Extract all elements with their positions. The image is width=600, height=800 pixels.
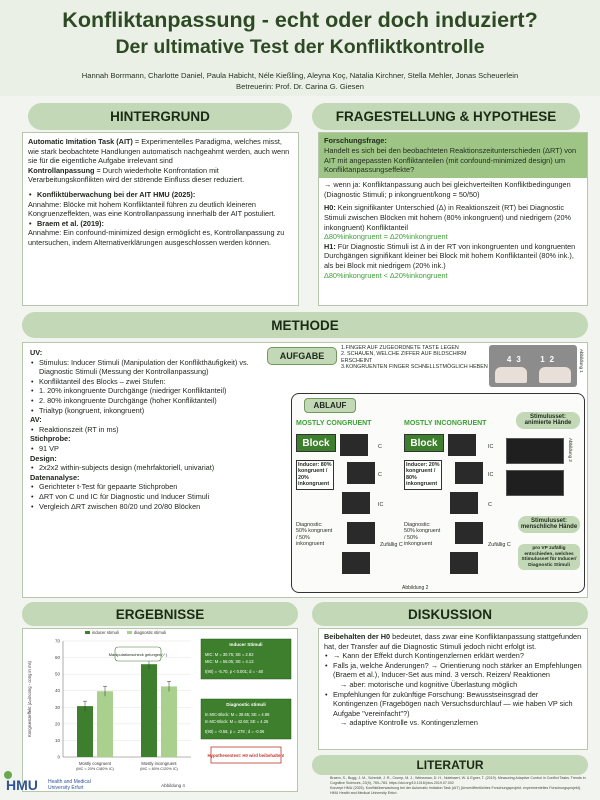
h0-label: H0: bbox=[324, 203, 336, 213]
poster-title: Konfliktanpassung - echt oder doch induziert? bbox=[62, 8, 538, 32]
question-arrow: → wenn ja: Konfliktanpassung auch bei gleichverteilten Konfliktbedingungen (Diagnostic Stimuli; p inkongruent/kong = 50/50) bbox=[324, 180, 571, 199]
ergebnisse-box bbox=[22, 628, 298, 792]
supervisor: Betreuerin: Prof. Dr. Carina G. Giesen bbox=[236, 82, 364, 91]
poster-header bbox=[0, 0, 600, 96]
author-list bbox=[0, 70, 600, 92]
uv-item: • 1. 20% inkongruente Durchgänge (niedriger Konfliktanteil) bbox=[30, 386, 278, 396]
trial-screen bbox=[450, 552, 478, 574]
study2-text: Annahme: Ein confound-minimized design ermöglicht es, Kontrollanpassung zu untersuchen, indem Alternativerklärungen ausgeschlossen werden können. bbox=[28, 228, 285, 247]
poster-subtitle: Der ultimative Test der Konfliktkontrolle bbox=[115, 36, 485, 58]
ablauf-badge: ABLAUF bbox=[304, 398, 356, 413]
design-item: • 2x2x2 within-subjects design (mehrfaktoriell, univariat) bbox=[30, 463, 278, 473]
mostly-incongruent-label: MOSTLY INCONGRUENT bbox=[404, 420, 487, 427]
y-axis-label: Kongruenzeffekt (Δ=incong - cong in ms) bbox=[27, 661, 32, 737]
aufgabe-step: 1.FINGER AUF ZUGEORDNETE TASTE LEGEN bbox=[341, 345, 459, 351]
inducer-stats-title: Inducer Stimuli bbox=[229, 642, 263, 647]
hmu-logo bbox=[4, 771, 114, 797]
mc-trial-sequence bbox=[340, 434, 380, 584]
aufgabe-steps bbox=[341, 345, 491, 371]
research-question bbox=[319, 133, 587, 178]
design-heading: Design: bbox=[30, 453, 57, 463]
key-label: 4 bbox=[506, 355, 517, 364]
trial-screen bbox=[455, 462, 483, 484]
logo-text: HMU bbox=[6, 777, 38, 793]
literature-list bbox=[330, 776, 588, 796]
block-label-mi: Block bbox=[404, 434, 444, 452]
trial-screen bbox=[340, 434, 368, 456]
ait-text: = Experimentelles Paradigma, welches misst, wie stark beobachtete Handlungen automatisch nachgeahmt werden, auch wenn sie für die eigentliche Aufgabe irrelevant sind bbox=[28, 137, 290, 166]
study2-title: • Braem et al. (2019): bbox=[28, 219, 293, 229]
aufgabe-badge: AUFGABE bbox=[267, 347, 337, 365]
authors: Hannah Borrmann, Charlotte Daniel, Paula Habicht, Néle Kießling, Aleyna Koç, Natalia Kirchner, Stella Mehler, Jonas Scheuerlein bbox=[81, 71, 519, 80]
analysis-item: • ΔRT von C und IC für Diagnostic und Inducer Stimuli bbox=[30, 492, 278, 502]
av-heading: AV: bbox=[30, 415, 42, 425]
h1-formula: Δ80%inkongruent < Δ20%inkongruent bbox=[324, 270, 448, 280]
section-hintergrund: HINTERGRUND bbox=[28, 103, 292, 130]
trial-screen bbox=[342, 492, 370, 514]
h1-label: H1: bbox=[324, 241, 336, 251]
inducer-mc: Inducer: 80% kongruent / 20% inkongruent bbox=[296, 460, 334, 490]
stichprobe-heading: Stichprobe: bbox=[30, 434, 71, 444]
uv-item: • Konfliktanteil des Blocks – zwei Stufen: bbox=[30, 377, 278, 387]
discussion-point: • → Kann der Effekt durch Kontingenzlernen erklärt werden? bbox=[324, 651, 582, 661]
y-tick-label: 70 bbox=[54, 638, 60, 644]
inducer-stats-stat: t(90) = -5.70, p < 0.001; d = -.60 bbox=[205, 669, 264, 674]
trial-screen bbox=[347, 462, 375, 484]
diagnostic-stats-stat: In MC-Block: M = 42.60; SE = 4.26 bbox=[205, 719, 269, 724]
y-tick-label: 10 bbox=[54, 737, 60, 743]
human-hands-screen bbox=[506, 470, 564, 496]
analysis-item: • Vergleich ΔRT zwischen 80/20 und 20/80 Blöcken bbox=[30, 502, 278, 512]
discussion-note: → adaptive Kontrolle vs. Kontingenzlernen bbox=[340, 718, 478, 728]
figure-caption-3: Abbildung 3 bbox=[568, 438, 573, 462]
section-fragestellung: FRAGESTELLUNG & HYPOTHESE bbox=[312, 103, 580, 130]
discussion-point: • Empfehlungen für zukünftige Forschung: Bewusstseinsgrad der Kontingenzen (Fragebögen nach Versuchsdurchlauf — wie haben VP sich Aufgabe "vereinfacht"?) bbox=[324, 690, 582, 719]
legend-swatch bbox=[85, 631, 90, 634]
x-tick-label: (MC = 20% C/80% IC) bbox=[76, 767, 114, 771]
mi-trial-sequence bbox=[448, 434, 488, 584]
y-tick-label: 30 bbox=[54, 704, 60, 710]
diskussion-box bbox=[318, 628, 588, 750]
fragestellung-box bbox=[318, 132, 588, 306]
h0-text: Kein signifikanter Unterschied (Δ) in Reaktionszeit (RT) bei Diagnostic Stimuli zwischen Blöcken mit hohem (80% inkongruent) und niedrigem (20% inkongruent) Konfliktanteil bbox=[324, 203, 571, 232]
h0-lead: Beibehalten der H0 bbox=[324, 632, 391, 641]
pro-vp-note: pro VP zufällig entschieden, welches Stimulusset für Inducer/ Diagnostic Stimuli bbox=[518, 544, 580, 570]
keyboard-keys bbox=[489, 355, 577, 364]
figure-caption-1: Abbildung 1 bbox=[579, 349, 584, 373]
trial-type-ic: IC bbox=[488, 444, 494, 450]
uv-item: • Trialtyp (kongruent, inkongruent) bbox=[30, 406, 278, 416]
uv-item: • 2. 80% inkongruente Durchgänge (hoher Konfliktanteil) bbox=[30, 396, 278, 406]
diagnostic-stats-stat: t(90) = -0.58, p = .278 ; d = -0.06 bbox=[205, 729, 265, 734]
inducer-stats-stat: MIC: M = 30.75; SE = 2.82 bbox=[205, 652, 254, 657]
y-tick-label: 0 bbox=[57, 754, 60, 760]
y-tick-label: 60 bbox=[54, 655, 60, 661]
block-label-mc: Block bbox=[296, 434, 336, 452]
section-ergebnisse: ERGEBNISSE bbox=[22, 602, 298, 626]
section-diskussion: DISKUSSION bbox=[312, 602, 588, 626]
trial-type-ic: IC bbox=[378, 502, 384, 508]
diagnostic-mi: Diagnostic: 50% kongruent / 50% inkongruent bbox=[404, 522, 441, 548]
y-tick-label: 50 bbox=[54, 671, 60, 677]
bar-chart bbox=[23, 629, 299, 793]
trial-screen bbox=[448, 434, 476, 456]
animated-hands-screen bbox=[506, 438, 564, 464]
right-hand-icon bbox=[539, 367, 571, 383]
trial-type-c: C bbox=[378, 444, 382, 450]
stichprobe-item: • 91 VP bbox=[30, 444, 278, 454]
section-literatur: LITERATUR bbox=[312, 755, 588, 775]
trial-screen bbox=[342, 552, 370, 574]
h1-text: Für Diagnostic Stimuli ist Δ in der RT von inkongruenten und kongruenten Durchgängen signifikant kleiner bei Block mit hohem Konfliktanteil (80% ink.), als bei Block mit niedrigem (20% ink.) bbox=[324, 241, 576, 270]
uv-heading: UV: bbox=[30, 348, 43, 357]
reference: Konzept HMU (2025). Konfliktüberwachung bei der Automatic Imitation Task (AIT) [Unveröffentlichtes Forschungsprojekt, experimentelles Forschungsprojekt]. HMU Health and Medical University Erfurt. bbox=[330, 786, 581, 795]
key-label: 3 bbox=[516, 355, 526, 364]
methode-box bbox=[22, 342, 588, 598]
key-label: 2 bbox=[549, 355, 560, 364]
bar bbox=[141, 664, 157, 757]
discussion-note: → aber: motorische und kognitive Überlastung möglich bbox=[340, 679, 518, 689]
trial-type-c: C bbox=[378, 472, 382, 478]
h0-formula: Δ80%inkongruent = Δ20%inkongruent bbox=[324, 232, 448, 242]
random-c-label: Zufällig C bbox=[488, 542, 511, 548]
random-c-label: Zufällig C bbox=[380, 542, 403, 548]
ablauf-panel bbox=[291, 393, 585, 593]
reference: Braem, S., Bugg, J. M., Schmidt, J. R., Crump, M. J., Weissman, D. H., Notebaert, W. & Egner, T. (2019). Measuring Adaptive Control in Conflict Tasks. Trends in Cognitive Sciences, 23(9), 769–783. https://doi.org/10.1016/j.tics.2019.07.002 bbox=[330, 776, 586, 785]
aufgabe-step: 3.KONGRUENTEN FINGER SCHNELLSTMÖGLICH HEBEN bbox=[341, 364, 488, 371]
av-item: • Reaktionszeit (RT in ms) bbox=[30, 425, 278, 435]
inducer-stats-stat: MIC: M = 56.05; SE = 4.13 bbox=[205, 659, 254, 664]
trial-screen bbox=[450, 492, 478, 514]
menschliche-haende: Stimulusset: menschliche Hände bbox=[518, 516, 580, 533]
trial-type-ic: IC bbox=[488, 472, 494, 478]
discussion-point: • Falls ja, welche Änderungen? → Orientierung noch stärker an Empfehlungen (Braem et al.), Inducer-Set aus mind. 3 versch. Reizen/ Reaktionen bbox=[324, 661, 582, 680]
logo-subtitle: Health and Medical University Erfurt bbox=[48, 779, 91, 791]
figure-caption-4: Abbildung 4 bbox=[161, 783, 185, 788]
question-text: Handelt es sich bei den beobachteten Reaktionszeitunterschieden (ΔRT) von AIT mit angepassten Konfliktanteilen (mit confound-minimized design) um Konfliktanpassungseffekte? bbox=[324, 145, 577, 175]
ait-term: Automatic Imitation Task (AIT) bbox=[28, 137, 133, 146]
keyboard-image bbox=[489, 345, 577, 387]
inducer-mi: Inducer: 20% kongruent / 80% inkongruent bbox=[404, 460, 442, 490]
ka-text: = Durch wiederholte Konfrontation mit Verarbeitungskonflikten wird der störende Einfluss dieser reduziert. bbox=[28, 165, 245, 185]
trial-screen bbox=[455, 522, 483, 544]
x-tick-label: (MC = 80% C/20% IC) bbox=[140, 767, 178, 771]
datenanalyse-heading: Datenanalyse: bbox=[30, 472, 80, 482]
key-label: 1 bbox=[540, 355, 550, 364]
annotation-text: Manipulationscheck gelungen(✓) bbox=[108, 652, 168, 657]
y-tick-label: 20 bbox=[54, 721, 60, 727]
diagnostic-stats-title: Diagnostic stimuli bbox=[226, 702, 266, 707]
analysis-item: • Gerichteter t-Test für gepaarte Stichproben bbox=[30, 482, 278, 492]
bar bbox=[97, 691, 113, 757]
x-tick-label: Mostly incongruent bbox=[141, 761, 177, 766]
hintergrund-box bbox=[22, 132, 299, 306]
bar bbox=[161, 686, 177, 757]
section-methode: METHODE bbox=[22, 312, 588, 338]
h0-discussion: bedeutet, dass zwar eine Konfliktanpassung stattgefunden hat, der Transfer auf die Diagnostic Stimuli jedoch nicht erfolgt ist. bbox=[324, 632, 582, 651]
study1-text: Annahme: Blöcke mit hohem Konfliktanteil führen zu deutlich kleineren Kongruenzeffekten, was eine Kontrollanpassung innerhalb der AIT postuliert. bbox=[28, 199, 276, 219]
legend-swatch bbox=[127, 631, 132, 634]
aufgabe-step: 2. SCHAUEN, WELCHE ZIFFER AUF BILDSCHIRM ERSCHEINT bbox=[341, 351, 467, 364]
uv-item: • Stimulus: Inducer Stimuli (Manipulation der Konflikthäufigkeit) vs. Diagnostic Stimuli (Messung der Kontrollanpassung) bbox=[30, 358, 278, 377]
mostly-congruent-label: MOSTLY CONGRUENT bbox=[296, 420, 372, 427]
diagnostic-stats-stat: In MIC-Block: M = 39.65; SE = 4.88 bbox=[205, 712, 270, 717]
x-tick-label: Mostly congruent bbox=[79, 761, 111, 766]
ka-term: Kontrollanpassung bbox=[28, 165, 95, 175]
study1-title: • Konfliktüberwachung bei der AIT HMU (2025): bbox=[28, 190, 293, 200]
bar bbox=[77, 706, 93, 757]
conclusion-text: Hypothesentest: H0 wird beibehalten! bbox=[207, 753, 285, 758]
y-tick-label: 40 bbox=[54, 688, 60, 694]
trial-screen bbox=[347, 522, 375, 544]
question-heading: Forschungsfrage: bbox=[324, 136, 387, 145]
animierte-haende: Stimulusset: animierte Hände bbox=[516, 412, 580, 429]
legend-label: diagnostic stimuli bbox=[134, 630, 166, 635]
left-hand-icon bbox=[495, 367, 527, 383]
legend-label: inducer stimuli bbox=[92, 630, 119, 635]
diagnostic-mc: Diagnostic: 50% kongruent / 50% inkongruent bbox=[296, 522, 333, 548]
figure-caption-2: Abbildung 2 bbox=[402, 585, 429, 591]
trial-type-c: C bbox=[488, 502, 492, 508]
